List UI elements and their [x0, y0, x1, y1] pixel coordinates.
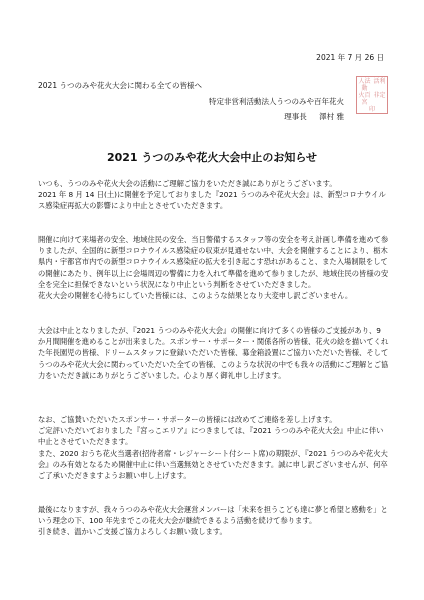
sender-role: 理事長	[284, 112, 307, 121]
paragraph-notices: なお、ご協賛いただいたスポンサー・サポーターの皆様には改めてご連絡を差し上げます。 ご定評いただいておりました『宮っこエリア』につきましては、『2021 うつのみや花火大会』中止に伴い中止とさせていただきます。 また、2020 おうち花火当選者(招待者席・レジャーシート付シート席)の期限が、『2021 うつのみや花火大会』のみ有効となるため開催中止に伴い当選無効とさせていただきます。誠に申し訳ございませんが、何卒ご了承いただきますようお願い申し上げます。	[38, 415, 388, 481]
paragraph-closing: 最後になりますが、我々うつのみや花火大会運営メンバーは「未来を担うこども達に夢と希望と感動を」という理念の下、100 年先までこの花火大会が継続できるよう活動を続けて参ります。 引き続き、温かいご支援ご協力よろしくお願い致します。	[38, 505, 388, 537]
document-date: 2021 年 7 月 26 日	[316, 53, 384, 62]
sender-line	[284, 111, 344, 122]
paragraph-greeting: いつも、うつのみや花火大会の活動にご理解ご協力をいただき誠にありがとうございます。 2021 年 8 月 14 日(土)に開催を予定しておりました『2021 うつのみや花火大会』は、新型コロナウイルス感染症再拡大の影響により中止とさせていただきます。	[38, 179, 386, 211]
seal-char: 活利	[373, 77, 386, 85]
seal-char: 印	[368, 105, 375, 113]
paragraph-reason: 開催に向けて来場者の安全、地域住民の安全、当日警備するスタッフ等の安全を考え計画し準備を進めて参りましたが、全国的に新型コロナウイルス感染症の収束が見通せない中、大会を開催することにより、栃木県内・宇都宮市内での新型コロナウイルス感染症の拡大を引き起こす恐れがあること、また入場制限をしての開催にあたり、例年以上に会場周辺の警備に力を入れて準備を進めて参りましたが、地域住民の皆様の安全を完全に担保できないという状況になり中止という判断をさせていただきました。 花火大会の開催を心待ちにしていた皆様には、このような結果となり大変申し訳ございません。	[38, 235, 389, 301]
seal-char: 火百宮	[358, 91, 371, 106]
addressee: 2021 うつのみや花火大会に関わる全ての皆様へ	[38, 81, 202, 90]
paragraph-thanks: 大会は中止となりましたが、『2021 うつのみや花火大会』の開催に向けて多くの皆様のご支援があり、9 か月間開催を進めることが出来ました。スポンサー・サポーター・関係各所の皆様、花火の絵を描いてくれた年長園児の皆様、ドリームスタッフに登録いただいた皆様、募金箱設置にご協力いただいた皆様、そしてうつのみや花火大会に関わっていただいた全ての皆様、このような状況の中でも我々の活動にご理解とご協力をいただき誠にありがとうございました。心より厚く御礼申し上げます。	[38, 326, 389, 380]
sender-organization: 特定非営利活動法人うつのみや百年花火	[209, 97, 344, 106]
document-title: 2021 うつのみや花火大会中止のお知らせ	[106, 151, 318, 164]
sender-name: 澤村 雅	[319, 112, 344, 121]
official-seal-stamp	[356, 76, 388, 114]
seal-char: 人法動	[358, 77, 371, 92]
seal-char: 非定	[373, 91, 386, 99]
